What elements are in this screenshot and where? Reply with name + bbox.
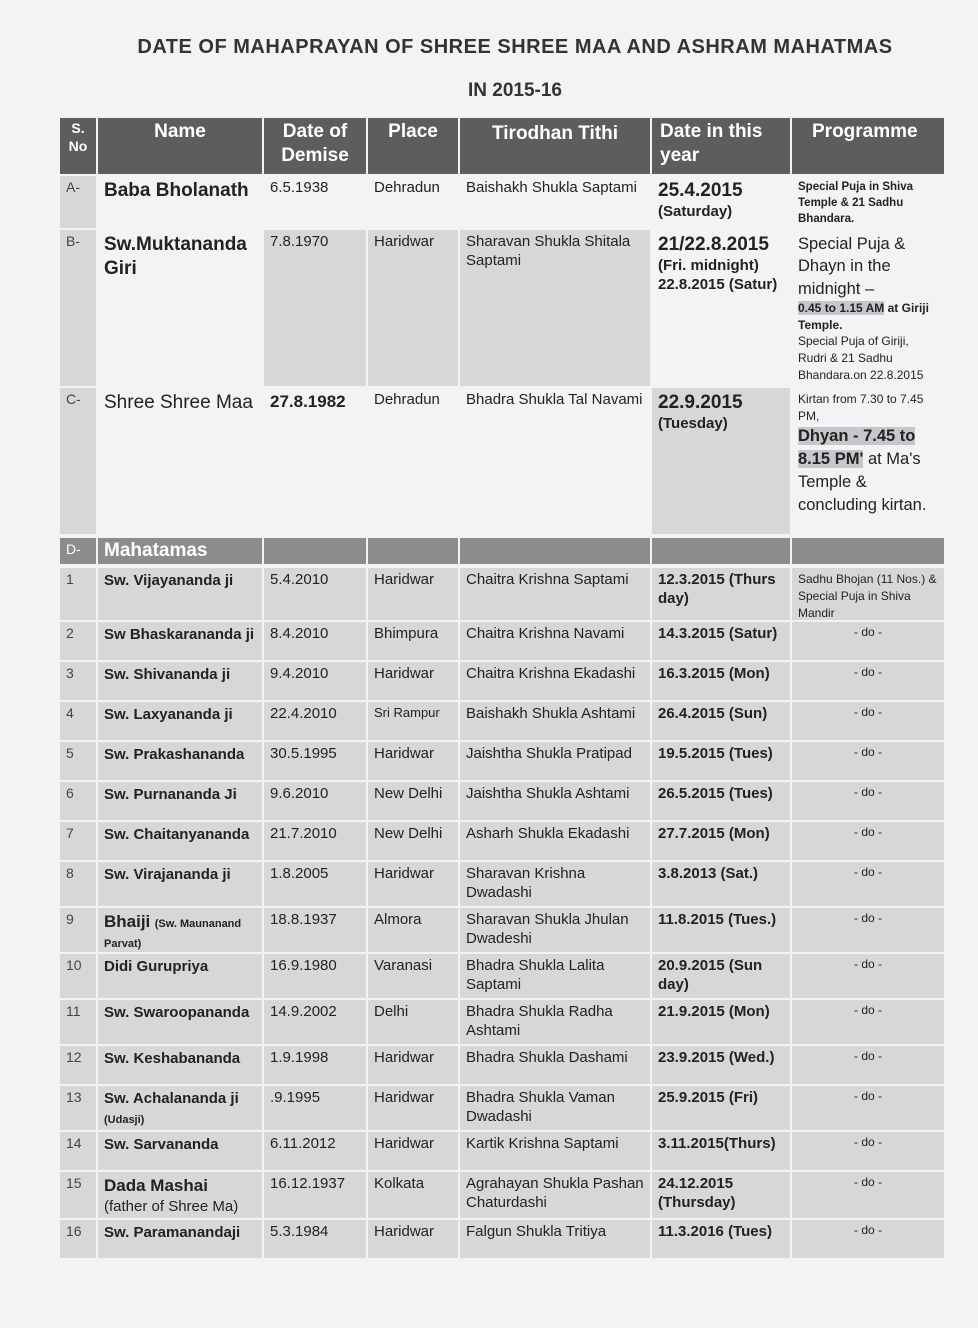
row-name-text: Sw. Swaroopananda [104, 1004, 250, 1021]
band-label: Mahatamas [98, 538, 262, 564]
row-place: Haridwar [368, 1086, 458, 1130]
row-tithi: Chaitra Krishna Navami [460, 622, 650, 660]
row-name [98, 782, 262, 820]
row-place: Delhi [368, 1000, 458, 1044]
row-name-text: Sw. Achalananda ji [104, 1090, 239, 1107]
row-demise: 9.6.2010 [264, 782, 366, 820]
table-row [60, 702, 944, 740]
row-date: 16.3.2015 (Mon) [652, 662, 790, 700]
row-tithi: Chaitra Krishna Saptami [460, 568, 650, 620]
row-demise: 16.9.1980 [264, 954, 366, 998]
row-date: 19.5.2015 (Tues) [652, 742, 790, 780]
row-date: 24.12.2015 (Thursday) [652, 1172, 790, 1218]
band-fill [792, 538, 944, 564]
row-name [98, 1132, 262, 1170]
programme-detail: Kirtan from 7.30 to 7.45 PM, [798, 392, 924, 423]
table-row [60, 1220, 944, 1258]
row-date: 3.11.2015(Thurs) [652, 1132, 790, 1170]
row-place: Haridwar [368, 568, 458, 620]
row-date-day: (Tuesday) [658, 414, 728, 432]
row-date [652, 230, 790, 386]
row-name [98, 1220, 262, 1258]
table-row [60, 1086, 944, 1130]
row-sno: 5 [60, 742, 96, 780]
row-tithi: Baishakh Shukla Saptami [466, 179, 637, 196]
row-place: Haridwar [368, 862, 458, 906]
row-demise: 6.5.1938 [270, 179, 329, 196]
row-name-text: Bhaiji [104, 912, 151, 931]
row-sno: 11 [60, 1000, 96, 1044]
row-sno: 12 [60, 1046, 96, 1084]
row-demise: 5.4.2010 [264, 568, 366, 620]
row-demise: 9.4.2010 [264, 662, 366, 700]
row-demise: 5.3.1984 [264, 1220, 366, 1258]
row-name [98, 662, 262, 700]
row-date [652, 176, 790, 228]
row-sno: 14 [60, 1132, 96, 1170]
table-row [60, 782, 944, 820]
programme-detail: Special Puja of Giriji, Rudri & 21 Sadhu Bhandara.on 22.8.2015 [798, 334, 924, 382]
row-tithi: Baishakh Shukla Ashtami [460, 702, 650, 740]
row-name-text: Sw. Paramanandaji [104, 1224, 241, 1241]
row-name [98, 622, 262, 660]
row-place: Dehradun [374, 391, 440, 408]
row-tithi: Bhadra Shukla Tal Navami [466, 391, 643, 408]
row-name: Shree Shree Maa [104, 392, 253, 413]
row-name-text: Sw Bhaskarananda ji [104, 626, 255, 643]
table-row [60, 176, 944, 228]
row-name [98, 1000, 262, 1044]
row-sno: 8 [60, 862, 96, 906]
row-name [98, 822, 262, 860]
row-name [98, 742, 262, 780]
row-demise: 22.4.2010 [264, 702, 366, 740]
row-date: 26.4.2015 (Sun) [652, 702, 790, 740]
row-tithi: Bhadra Shukla Vaman Dwadashi [460, 1086, 650, 1130]
programme-location: at Giriji Temple. [798, 300, 929, 332]
row-date: 20.9.2015 (Sun day) [652, 954, 790, 998]
row-place: Varanasi [368, 954, 458, 998]
row-sno: 13 [60, 1086, 96, 1130]
row-demise: .9.1995 [264, 1086, 366, 1130]
row-place: New Delhi [368, 782, 458, 820]
row-tithi: Sharavan Krishna Dwadashi [460, 862, 650, 906]
row-name-text: Sw. Chaitanyananda [104, 826, 250, 843]
header-name: Name [98, 118, 262, 174]
row-sno: 3 [60, 662, 96, 700]
row-programme: - do - [792, 954, 944, 998]
row-name-text: Sw. Virajananda ji [104, 866, 231, 883]
row-programme: - do - [792, 622, 944, 660]
table-row [60, 230, 944, 386]
row-programme: - do - [792, 822, 944, 860]
row-sno: 7 [60, 822, 96, 860]
row-name [98, 1086, 262, 1130]
row-tithi: Kartik Krishna Saptami [460, 1132, 650, 1170]
row-place: Kolkata [368, 1172, 458, 1218]
row-place: Haridwar [368, 1046, 458, 1084]
row-programme [792, 230, 944, 386]
header-sno: S. No [60, 118, 96, 174]
row-name-note: (Udasji) [104, 1114, 145, 1126]
table-row [60, 862, 944, 906]
row-demise: 14.9.2002 [264, 1000, 366, 1044]
row-programme: Special Puja in Shiva Temple & 21 Sadhu Bhandara. [798, 181, 914, 226]
row-sno: 16 [60, 1220, 96, 1258]
row-name-text: Sw. Purnananda Ji [104, 786, 237, 803]
row-place: Haridwar [368, 662, 458, 700]
row-date-day: (Saturday) [658, 202, 733, 220]
row-sno: 1 [60, 568, 96, 620]
document-title: DATE OF MAHAPRAYAN OF SHREE SHREE MAA AND ASHRAM MAHATMAS [137, 36, 893, 58]
row-programme: - do - [792, 1220, 944, 1258]
row-programme: - do - [792, 702, 944, 740]
band-fill [264, 538, 366, 564]
row-programme: - do - [792, 1132, 944, 1170]
row-demise: 18.8.1937 [264, 908, 366, 952]
row-tithi: Sharavan Shukla Shitala Saptami [460, 230, 650, 386]
row-date: 21.9.2015 (Mon) [652, 1000, 790, 1044]
row-name [98, 1046, 262, 1084]
row-demise: 6.11.2012 [264, 1132, 366, 1170]
row-programme: Sadhu Bhojan (11 Nos.) & Special Puja in Shiva Mandir [792, 568, 944, 620]
programme-highlight: 0.45 to 1.15 AM [798, 300, 885, 315]
row-date [652, 388, 790, 534]
row-date: 12.3.2015 (Thurs day) [652, 568, 790, 620]
row-programme: - do - [792, 782, 944, 820]
row-demise: 1.8.2005 [264, 862, 366, 906]
row-sno: A- [60, 176, 96, 228]
row-demise: 30.5.1995 [264, 742, 366, 780]
row-tithi: Asharh Shukla Ekadashi [460, 822, 650, 860]
row-place: Dehradun [374, 179, 440, 196]
row-sno: B- [60, 230, 96, 386]
table-row [60, 954, 944, 998]
table-row [60, 1046, 944, 1084]
header-date-year: Date in this year [652, 118, 790, 174]
programme-main: Special Puja & Dhayn in the midnight – [798, 235, 906, 298]
row-name [98, 862, 262, 906]
row-place: Almora [368, 908, 458, 952]
row-date: 11.8.2015 (Tues.) [652, 908, 790, 952]
row-name [98, 908, 262, 952]
row-date: 25.9.2015 (Fri) [652, 1086, 790, 1130]
row-demise: 7.8.1970 [264, 230, 366, 386]
row-sno: 10 [60, 954, 96, 998]
row-name: Sw.Muktananda Giri [104, 234, 247, 279]
row-demise: 8.4.2010 [264, 622, 366, 660]
table-row [60, 622, 944, 660]
row-date-main: 21/22.8.2015 [658, 234, 769, 255]
table-row [60, 822, 944, 860]
row-place: Haridwar [368, 230, 458, 386]
row-programme: - do - [792, 1086, 944, 1130]
row-programme [792, 388, 944, 534]
row-tithi: Agrahayan Shukla Pashan Chaturdashi [460, 1172, 650, 1218]
row-tithi: Bhadra Shukla Dashami [460, 1046, 650, 1084]
row-date-day: (Fri. midnight) 22.8.2015 (Satur) [658, 256, 778, 293]
row-name [98, 1172, 262, 1218]
row-date-main: 25.4.2015 [658, 180, 743, 201]
row-date-main: 22.9.2015 [658, 392, 743, 413]
row-name-text: Dada Mashai [104, 1176, 208, 1195]
header-demise: Date of Demise [264, 118, 366, 174]
row-place: Haridwar [368, 1220, 458, 1258]
row-demise: 27.8.1982 [270, 392, 346, 411]
programme-highlight: Dhyan - 7.45 to 8.15 PM' [798, 426, 916, 468]
band-fill [460, 538, 650, 564]
row-sno: 2 [60, 622, 96, 660]
row-name: Baba Bholanath [104, 180, 249, 201]
row-tithi: Jaishtha Shukla Pratipad [460, 742, 650, 780]
row-name-text: Sw. Keshabananda [104, 1050, 241, 1067]
row-programme: - do - [792, 862, 944, 906]
table-row [60, 662, 944, 700]
row-place: Haridwar [368, 742, 458, 780]
row-name-text: Sw. Prakashananda [104, 746, 245, 763]
row-date: 14.3.2015 (Satur) [652, 622, 790, 660]
table-header [60, 118, 944, 174]
row-programme: - do - [792, 1172, 944, 1218]
row-name-text: Didi Gurupriya [104, 958, 209, 975]
row-programme: - do - [792, 742, 944, 780]
row-date: 11.3.2016 (Tues) [652, 1220, 790, 1258]
row-name-note: (Sw. Maunanand Parvat) [104, 918, 242, 950]
row-programme: - do - [792, 1046, 944, 1084]
row-date: 3.8.2013 (Sat.) [652, 862, 790, 906]
band-sno: D- [60, 538, 96, 564]
row-name [98, 702, 262, 740]
row-place: Sri Rampur [368, 702, 458, 740]
section-band [60, 538, 944, 564]
row-tithi: Sharavan Shukla Jhulan Dwadeshi [460, 908, 650, 952]
table-row [60, 388, 944, 534]
table-row [60, 1000, 944, 1044]
header-place: Place [368, 118, 458, 174]
row-programme: - do - [792, 1000, 944, 1044]
row-tithi: Jaishtha Shukla Ashtami [460, 782, 650, 820]
row-demise: 1.9.1998 [264, 1046, 366, 1084]
row-tithi: Chaitra Krishna Ekadashi [460, 662, 650, 700]
programme-location: at Ma's Temple & concluding kirtan. [798, 449, 927, 514]
table-row [60, 908, 944, 952]
table-row [60, 1132, 944, 1170]
row-name [98, 954, 262, 998]
row-sno: C- [60, 388, 96, 534]
row-place: New Delhi [368, 822, 458, 860]
row-programme: - do - [792, 908, 944, 952]
row-sno: 4 [60, 702, 96, 740]
table-row [60, 742, 944, 780]
row-place: Bhimpura [368, 622, 458, 660]
row-tithi: Falgun Shukla Tritiya [460, 1220, 650, 1258]
row-sno: 6 [60, 782, 96, 820]
table-row [60, 568, 944, 620]
row-programme: - do - [792, 662, 944, 700]
row-date: 27.7.2015 (Mon) [652, 822, 790, 860]
row-demise: 16.12.1937 [264, 1172, 366, 1218]
row-demise: 21.7.2010 [264, 822, 366, 860]
document-subtitle: IN 2015-16 [467, 80, 562, 101]
row-date: 26.5.2015 (Tues) [652, 782, 790, 820]
table-row [60, 1172, 944, 1218]
band-fill [368, 538, 458, 564]
row-date: 23.9.2015 (Wed.) [652, 1046, 790, 1084]
band-fill [652, 538, 790, 564]
row-sno: 15 [60, 1172, 96, 1218]
row-place: Haridwar [368, 1132, 458, 1170]
header-tithi: Tirodhan Tithi [460, 118, 650, 174]
row-tithi: Bhadra Shukla Radha Ashtami [460, 1000, 650, 1044]
header-programme: Programme [792, 118, 944, 174]
row-name-text: Sw. Laxyananda ji [104, 706, 233, 723]
row-sno: 9 [60, 908, 96, 952]
row-name-text: Sw. Vijayananda ji [104, 572, 234, 589]
row-tithi: Bhadra Shukla Lalita Saptami [460, 954, 650, 998]
row-name-text: Sw. Sarvananda [104, 1136, 219, 1153]
row-name-text: Sw. Shivananda ji [104, 666, 231, 683]
row-name [98, 568, 262, 620]
row-name-note: (father of Shree Ma) [104, 1198, 239, 1215]
